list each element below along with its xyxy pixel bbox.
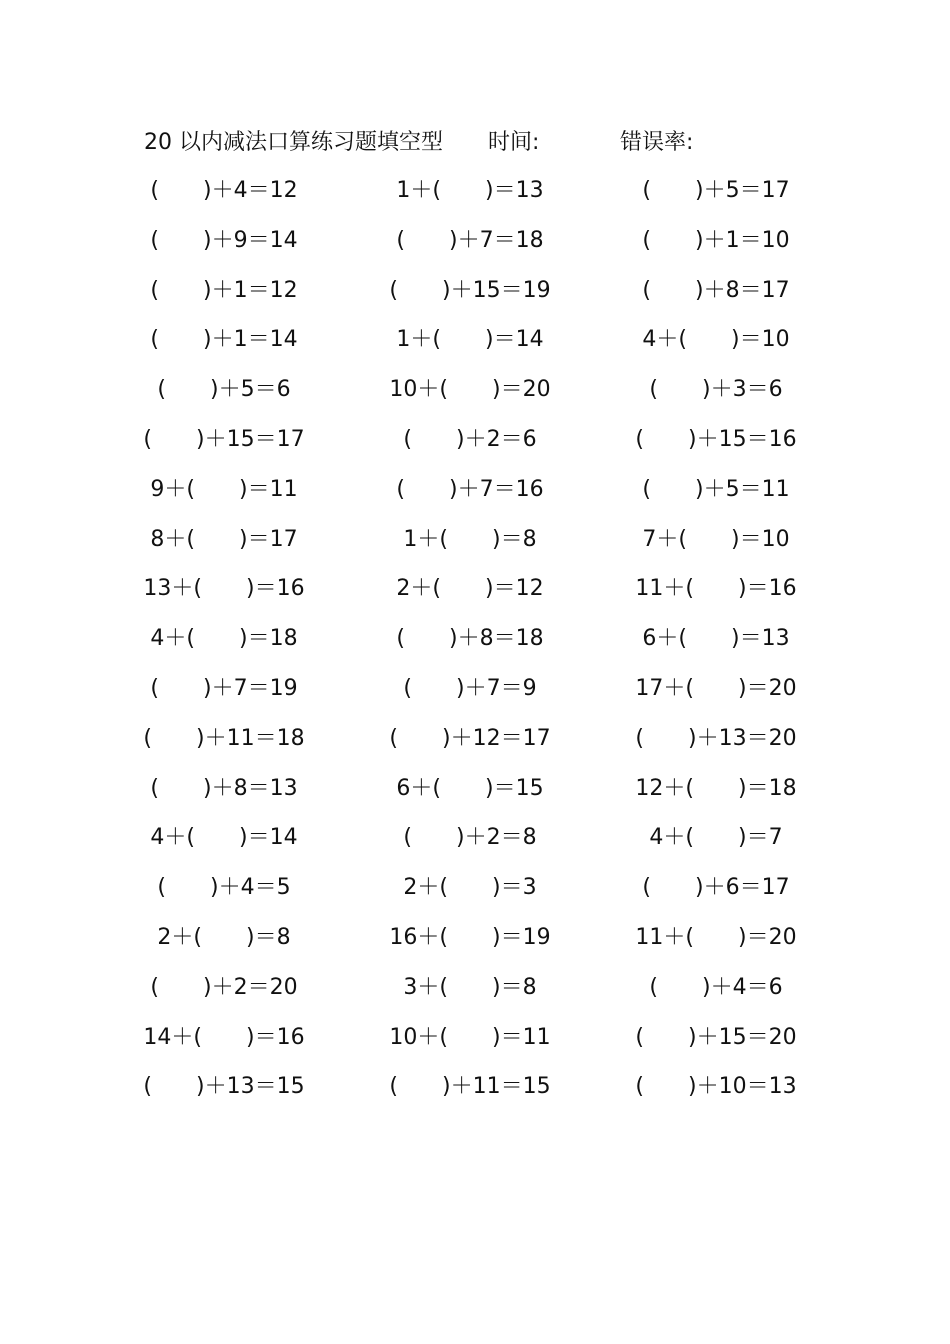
math-problem: ( )＋10＝13 bbox=[635, 1074, 797, 1100]
math-problem: 4＋( )＝14 bbox=[150, 825, 298, 851]
math-problem: 6＋( )＝15 bbox=[396, 775, 544, 801]
math-problem: 6＋( )＝13 bbox=[642, 626, 790, 652]
math-problem: 1＋( )＝8 bbox=[403, 526, 537, 552]
math-problem: ( )＋2＝20 bbox=[150, 974, 298, 1000]
math-problem: 17＋( )＝20 bbox=[635, 676, 797, 701]
math-problem: 10＋( )＝20 bbox=[389, 377, 551, 403]
worksheet-title: 20 以内减法口算练习题填空型 bbox=[144, 130, 443, 155]
math-problem: 16＋( )＝19 bbox=[389, 925, 551, 950]
math-problem: ( )＋1＝12 bbox=[150, 277, 298, 303]
math-problem: ( )＋15＝16 bbox=[635, 427, 797, 452]
math-problem: 1＋( )＝13 bbox=[396, 178, 544, 203]
math-problem: ( )＋12＝17 bbox=[389, 725, 551, 751]
math-problem: ( )＋15＝20 bbox=[635, 1024, 797, 1050]
math-problem: ( )＋6＝17 bbox=[642, 875, 790, 901]
time-label: 时间: bbox=[488, 130, 540, 155]
math-problem: 9＋( )＝11 bbox=[150, 476, 298, 502]
math-problem: ( )＋4＝5 bbox=[157, 875, 291, 901]
math-problem: ( )＋11＝18 bbox=[143, 725, 305, 751]
math-problem: 3＋( )＝8 bbox=[403, 974, 537, 1000]
math-problem: ( )＋8＝18 bbox=[396, 626, 544, 652]
math-problem: ( )＋7＝16 bbox=[396, 476, 544, 502]
math-problem: ( )＋7＝9 bbox=[403, 676, 537, 701]
math-problem: 11＋( )＝20 bbox=[635, 925, 797, 950]
math-problem: ( )＋2＝6 bbox=[403, 427, 537, 452]
math-problem: ( )＋5＝17 bbox=[642, 178, 790, 203]
math-problem: ( )＋9＝14 bbox=[150, 227, 298, 253]
math-problem: 12＋( )＝18 bbox=[635, 775, 797, 801]
math-problem: 4＋( )＝7 bbox=[649, 825, 783, 851]
math-problem: ( )＋7＝18 bbox=[396, 227, 544, 253]
math-problem: ( )＋4＝6 bbox=[649, 974, 783, 1000]
math-problem: 2＋( )＝8 bbox=[157, 925, 291, 950]
math-problem: ( )＋13＝15 bbox=[143, 1074, 305, 1100]
math-problem: 2＋( )＝12 bbox=[396, 576, 544, 602]
math-problem: ( )＋5＝11 bbox=[642, 476, 790, 502]
math-problem: 11＋( )＝16 bbox=[635, 576, 797, 602]
math-problem: ( )＋3＝6 bbox=[649, 377, 783, 403]
math-problem: 10＋( )＝11 bbox=[389, 1024, 551, 1050]
math-problem: 4＋( )＝10 bbox=[642, 327, 790, 353]
math-problem: ( )＋15＝17 bbox=[143, 427, 305, 452]
math-problem: ( )＋5＝6 bbox=[157, 377, 291, 403]
math-problem: ( )＋1＝14 bbox=[150, 327, 298, 353]
math-problem: 2＋( )＝3 bbox=[403, 875, 537, 901]
math-problem: 8＋( )＝17 bbox=[150, 526, 298, 552]
math-problem: 7＋( )＝10 bbox=[642, 526, 790, 552]
math-problem: ( )＋8＝17 bbox=[642, 277, 790, 303]
math-problem: ( )＋1＝10 bbox=[642, 227, 790, 253]
math-problem: ( )＋15＝19 bbox=[389, 277, 551, 303]
math-problem: ( )＋4＝12 bbox=[150, 178, 298, 203]
math-problem: 4＋( )＝18 bbox=[150, 626, 298, 652]
math-problem: 13＋( )＝16 bbox=[143, 576, 305, 602]
math-problem: ( )＋8＝13 bbox=[150, 775, 298, 801]
math-problem: ( )＋13＝20 bbox=[635, 725, 797, 751]
math-problem: ( )＋2＝8 bbox=[403, 825, 537, 851]
math-problem: ( )＋7＝19 bbox=[150, 676, 298, 701]
math-problem: 1＋( )＝14 bbox=[396, 327, 544, 353]
math-problem: 14＋( )＝16 bbox=[143, 1024, 305, 1050]
error-rate-label: 错误率: bbox=[620, 130, 694, 155]
math-problem: ( )＋11＝15 bbox=[389, 1074, 551, 1100]
